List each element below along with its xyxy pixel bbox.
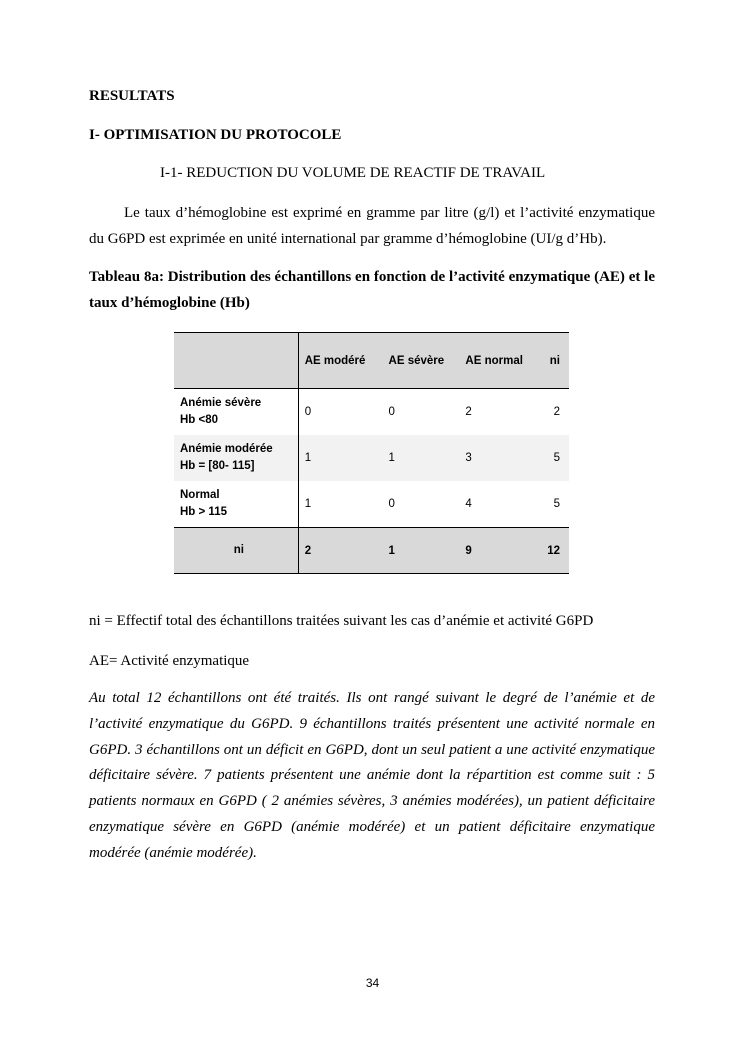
row-label-line: Hb = [80- 115]	[180, 460, 255, 472]
row-label	[174, 481, 298, 528]
row-label-line: Anémie modérée	[180, 443, 273, 455]
subsection-heading: I-1- REDUCTION DU VOLUME DE REACTIF DE TRAVAIL	[160, 165, 546, 181]
summary-paragraph: Au total 12 échantillons ont été traités. Ils ont rangé suivant le degré de l’anémie et de l’activité enzymatique du G6PD. 9 échantillons traités présentent une activité normale en G6PD. 3 échantillons ont un déficit en G6PD, dont un seul patient a une activité enzymatique déficitaire sévère. 7 patients présentent une anémie dont la répartition est comme suit : 5 patients normaux en G6PD ( 2 anémies sévères, 3 anémies modérées), un patient déficitaire enzymatique sévère en G6PD (anémie modérée) et un patient déficitaire enzymatique modérée (anémie modérée).	[89, 690, 655, 861]
total-label: ni	[174, 528, 298, 574]
table-cell: 2	[465, 406, 472, 418]
row-label-line: Normal	[180, 489, 220, 501]
distribution-table	[174, 332, 569, 574]
table-cell: 0	[388, 406, 395, 418]
table-cell: 0	[388, 498, 395, 510]
table-header-cell: AE modéré	[298, 333, 382, 389]
table-cell: 4	[465, 498, 472, 510]
table-cell: 1	[383, 435, 460, 481]
row-label	[174, 389, 298, 436]
table-cell: 1	[304, 498, 312, 510]
table-header-cell: ni	[534, 333, 569, 389]
table-row	[174, 389, 569, 436]
table-cell: 2	[553, 406, 560, 418]
table-cell: 0	[304, 406, 312, 418]
row-label-line: Hb > 115	[180, 506, 227, 518]
table-header-cell	[174, 333, 298, 389]
page-number: 34	[365, 976, 380, 990]
table-row	[174, 435, 569, 481]
table-caption: Tableau 8a: Distribution des échantillons en fonction de l’activité enzymatique (AE) et le taux d’hémoglobine (Hb)	[89, 269, 655, 311]
row-label-line: Hb <80	[180, 414, 219, 426]
table-total-row	[174, 528, 569, 574]
table-cell: 3	[459, 435, 534, 481]
table-header-row	[174, 333, 569, 389]
row-label-line: Anémie sévère	[180, 397, 262, 409]
ae-note: AE= Activité enzymatique	[89, 653, 250, 669]
total-cell: 9	[459, 528, 534, 574]
row-label	[174, 435, 298, 481]
table-cell: 5	[553, 498, 560, 510]
total-cell: 12	[534, 528, 569, 574]
total-cell: 2	[298, 528, 382, 574]
table-cell: 5	[534, 435, 569, 481]
intro-paragraph: Le taux d’hémoglobine est exprimé en gramme par litre (g/l) et l’activité enzymatique du G6PD est exprimée en unité international par gramme d’hémoglobine (UI/g d’Hb).	[89, 205, 655, 247]
ni-note: ni = Effectif total des échantillons traitées suivant les cas d’anémie et activité G6PD	[89, 613, 594, 629]
table-cell: 1	[298, 435, 382, 481]
results-heading: RESULTATS	[89, 88, 175, 104]
section-heading: I- OPTIMISATION DU PROTOCOLE	[89, 127, 342, 143]
table-row	[174, 481, 569, 528]
table-header-cell: AE sévère	[383, 333, 460, 389]
total-cell: 1	[383, 528, 460, 574]
table-header-cell: AE normal	[459, 333, 534, 389]
